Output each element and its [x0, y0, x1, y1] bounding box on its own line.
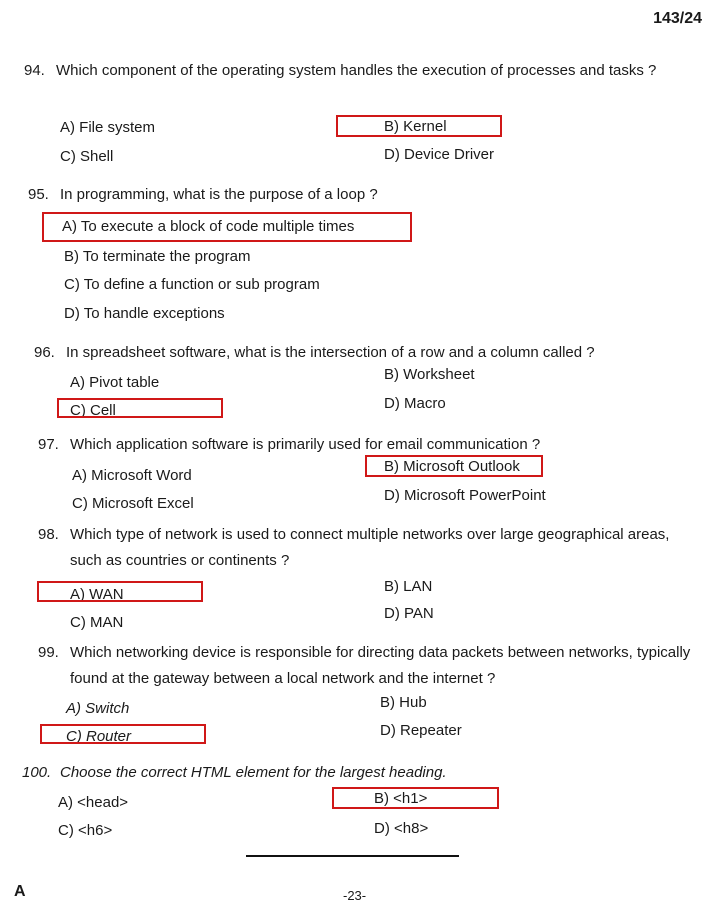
question-text: In spreadsheet software, what is the intersection of a row and a column called ?: [66, 344, 595, 361]
question-text: Choose the correct HTML element for the largest heading.: [60, 764, 447, 781]
option-a: A) Microsoft Word: [72, 467, 192, 484]
option-d: D) Device Driver: [384, 146, 495, 163]
answer-mark: [42, 212, 412, 242]
question-number: 95.: [28, 186, 49, 203]
answer-mark: [57, 398, 223, 418]
option-c: C) Shell: [60, 148, 114, 165]
option-a: A) To execute a block of code multiple times: [62, 218, 355, 235]
option-b: B) To terminate the program: [64, 248, 251, 265]
question-94: [24, 58, 684, 84]
option-a: A) Switch: [66, 700, 130, 717]
option-b: B) Hub: [380, 694, 427, 711]
answer-mark: [37, 581, 203, 602]
option-b: B) LAN: [384, 578, 433, 595]
question-number: 100.: [22, 764, 52, 781]
question-100: [22, 760, 682, 786]
option-a: A) <head>: [58, 794, 129, 811]
question-text: Which component of the operating system handles the execution of processes and tasks ?: [56, 62, 657, 79]
end-rule: [246, 855, 459, 857]
booklet-code: A: [14, 883, 26, 900]
option-d: D) Macro: [384, 395, 446, 412]
question-number: 98.: [38, 526, 59, 543]
question-number: 94.: [24, 62, 45, 79]
option-b: B) Kernel: [384, 118, 447, 135]
page-code: 143/24: [653, 10, 702, 27]
answer-mark: [336, 115, 502, 137]
answer-mark: [332, 787, 499, 809]
question-number: 96.: [34, 344, 55, 361]
option-c: C) Router: [66, 728, 132, 745]
option-d: D) <h8>: [374, 820, 429, 837]
question-98: [38, 522, 678, 574]
option-c: C) To define a function or sub program: [64, 276, 320, 293]
question-text: Which networking device is responsible for directing data packets between networks, typically found at the gateway between a local network and the internet ?: [70, 644, 691, 687]
option-c: C) Microsoft Excel: [72, 495, 194, 512]
answer-mark: [40, 724, 206, 744]
option-a: A) File system: [60, 119, 156, 136]
question-text: In programming, what is the purpose of a loop ?: [60, 186, 378, 203]
question-99: [38, 640, 704, 692]
question-text: Which type of network is used to connect multiple networks over large geographical areas, such as countries or continents ?: [70, 526, 670, 569]
option-d: D) Microsoft PowerPoint: [384, 487, 546, 504]
option-a: A) Pivot table: [70, 374, 160, 391]
answer-mark: [365, 455, 543, 477]
option-a: A) WAN: [70, 586, 124, 603]
option-d: D) To handle exceptions: [64, 305, 225, 322]
option-b: B) Worksheet: [384, 366, 475, 383]
option-c: C) <h6>: [58, 822, 113, 839]
option-b: B) Microsoft Outlook: [384, 458, 520, 475]
option-d: D) PAN: [384, 605, 434, 622]
option-b: B) <h1>: [374, 790, 428, 807]
question-number: 97.: [38, 436, 59, 453]
question-96: [34, 340, 694, 366]
question-number: 99.: [38, 644, 59, 661]
option-c: C) MAN: [70, 614, 124, 631]
question-95: [28, 182, 688, 208]
page-number: -23-: [343, 888, 367, 903]
question-text: Which application software is primarily used for email communication ?: [70, 436, 541, 453]
option-c: C) Cell: [70, 402, 116, 419]
option-d: D) Repeater: [380, 722, 462, 739]
